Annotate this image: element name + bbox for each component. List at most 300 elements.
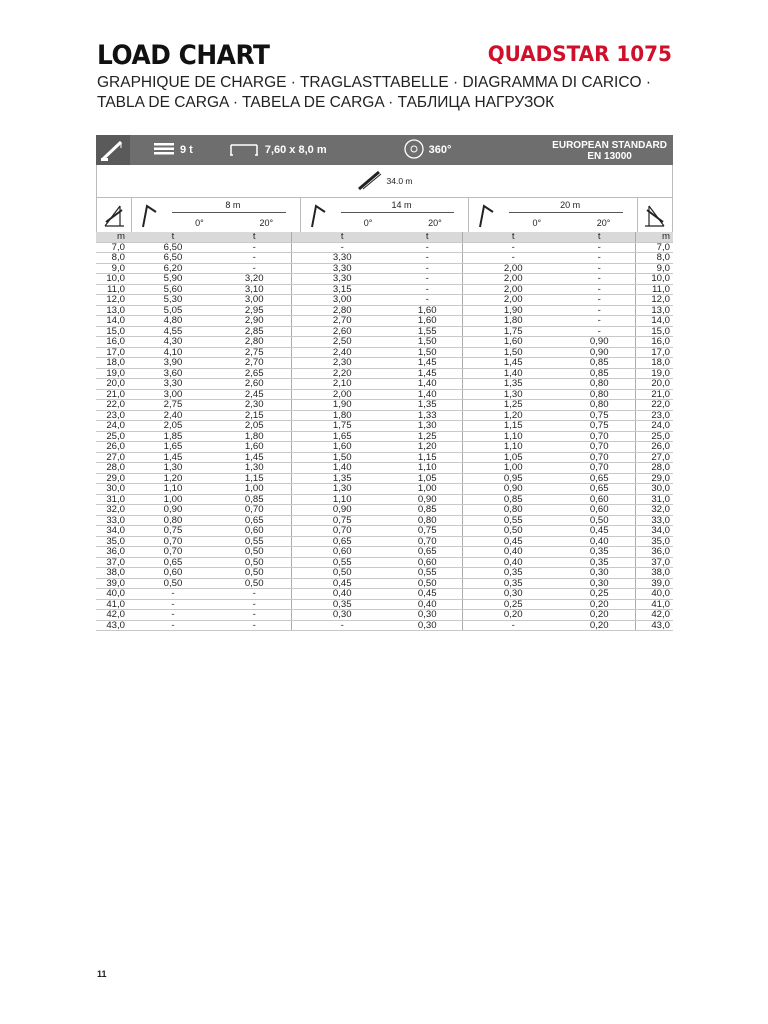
load-cell: 1,90 bbox=[462, 305, 564, 316]
load-cell: 2,00 bbox=[462, 284, 564, 295]
load-cell: 0,60 bbox=[218, 526, 291, 537]
load-cell: 0,70 bbox=[564, 442, 635, 453]
load-cell: - bbox=[393, 263, 462, 274]
load-cell: 1,65 bbox=[128, 442, 218, 453]
load-cell: 0,30 bbox=[564, 568, 635, 579]
load-cell: 0,80 bbox=[128, 515, 218, 526]
load-cell: 0,40 bbox=[291, 589, 393, 600]
load-cell: - bbox=[393, 253, 462, 264]
load-cell: 2,10 bbox=[291, 379, 393, 390]
load-cell: 0,65 bbox=[218, 515, 291, 526]
radius-cell: 31,0 bbox=[635, 494, 673, 505]
radius-cell: 15,0 bbox=[96, 326, 128, 337]
load-cell: 5,60 bbox=[128, 284, 218, 295]
load-cell: 1,65 bbox=[291, 431, 393, 442]
load-cell: 1,00 bbox=[128, 494, 218, 505]
load-cell: 1,80 bbox=[291, 410, 393, 421]
spec-bar bbox=[96, 135, 673, 165]
subtitle-line-1: GRAPHIQUE DE CHARGE · TRAGLASTTABELLE · DIAGRAMMA DI CARICO · bbox=[97, 74, 652, 91]
load-cell: 0,60 bbox=[564, 494, 635, 505]
table-row bbox=[96, 421, 673, 432]
jib-icon bbox=[132, 198, 166, 232]
load-cell: - bbox=[564, 316, 635, 327]
radius-cell: 8,0 bbox=[635, 253, 673, 264]
radius-cell: 7,0 bbox=[635, 242, 673, 253]
load-cell: - bbox=[218, 599, 291, 610]
table-row bbox=[96, 547, 673, 558]
radius-cell: 10,0 bbox=[96, 274, 128, 285]
table-row bbox=[96, 263, 673, 274]
load-cell: 0,95 bbox=[462, 473, 564, 484]
load-cell: 0,70 bbox=[218, 505, 291, 516]
table-row bbox=[96, 379, 673, 390]
table-row bbox=[96, 620, 673, 631]
load-cell: - bbox=[218, 620, 291, 631]
load-cell: - bbox=[128, 599, 218, 610]
standard-line-2: EN 13000 bbox=[587, 151, 632, 162]
load-cell: 2,70 bbox=[218, 358, 291, 369]
radius-cell: 27,0 bbox=[96, 452, 128, 463]
load-cell: 1,45 bbox=[462, 358, 564, 369]
radius-cell: 11,0 bbox=[96, 284, 128, 295]
radius-cell: 10,0 bbox=[635, 274, 673, 285]
load-cell: 6,20 bbox=[128, 263, 218, 274]
load-chart bbox=[96, 135, 673, 631]
radius-cell: 18,0 bbox=[96, 358, 128, 369]
radius-cell: 29,0 bbox=[635, 473, 673, 484]
radius-cell: 41,0 bbox=[635, 599, 673, 610]
load-cell: 2,40 bbox=[128, 410, 218, 421]
load-cell: 0,90 bbox=[393, 494, 462, 505]
load-cell: 1,35 bbox=[462, 379, 564, 390]
radius-cell: 33,0 bbox=[635, 515, 673, 526]
radius-cell: 39,0 bbox=[96, 578, 128, 589]
load-cell: 1,55 bbox=[393, 326, 462, 337]
jib-header bbox=[96, 198, 673, 232]
load-cell: 0,60 bbox=[291, 547, 393, 558]
load-cell: 1,50 bbox=[462, 347, 564, 358]
load-cell: 1,00 bbox=[462, 463, 564, 474]
load-cell: 1,25 bbox=[393, 431, 462, 442]
load-cell: 1,75 bbox=[291, 421, 393, 432]
boom-length-value: 34.0 m bbox=[386, 176, 413, 186]
radius-cell: 16,0 bbox=[96, 337, 128, 348]
radius-cell: 37,0 bbox=[635, 557, 673, 568]
load-cell: 1,10 bbox=[128, 484, 218, 495]
radius-cell: 14,0 bbox=[635, 316, 673, 327]
load-cell: t bbox=[218, 232, 291, 242]
load-cell: 1,40 bbox=[393, 389, 462, 400]
divider bbox=[341, 212, 455, 213]
load-cell: 0,45 bbox=[462, 536, 564, 547]
radius-cell: 35,0 bbox=[635, 536, 673, 547]
table-row bbox=[96, 389, 673, 400]
load-cell: 1,00 bbox=[218, 484, 291, 495]
load-cell: 0,20 bbox=[564, 620, 635, 631]
table-row bbox=[96, 337, 673, 348]
table-row bbox=[96, 568, 673, 579]
radius-cell: 19,0 bbox=[635, 368, 673, 379]
radius-cell: 34,0 bbox=[96, 526, 128, 537]
load-cell: - bbox=[393, 274, 462, 285]
load-cell: 1,30 bbox=[128, 463, 218, 474]
load-cell: 0,50 bbox=[218, 568, 291, 579]
radius-cell: m bbox=[96, 232, 128, 242]
load-cell: - bbox=[393, 284, 462, 295]
load-cell: 1,30 bbox=[218, 463, 291, 474]
load-cell: - bbox=[218, 263, 291, 274]
load-cell: 0,70 bbox=[291, 526, 393, 537]
load-cell: 3,90 bbox=[128, 358, 218, 369]
load-cell: 1,10 bbox=[291, 494, 393, 505]
load-cell: 0,50 bbox=[393, 578, 462, 589]
load-cell: 1,30 bbox=[462, 389, 564, 400]
radius-cell: 40,0 bbox=[635, 589, 673, 600]
radius-cell: 20,0 bbox=[96, 379, 128, 390]
load-cell: 0,35 bbox=[462, 578, 564, 589]
load-cell: 0,75 bbox=[564, 410, 635, 421]
table-row bbox=[96, 557, 673, 568]
radius-cell: 40,0 bbox=[96, 589, 128, 600]
radius-cell: 19,0 bbox=[96, 368, 128, 379]
load-cell: - bbox=[218, 242, 291, 253]
jib-length: 8 m bbox=[225, 200, 241, 210]
radius-cell: 22,0 bbox=[96, 400, 128, 411]
load-cell: 1,15 bbox=[218, 473, 291, 484]
radius-cell: m bbox=[635, 232, 673, 242]
load-cell: 1,00 bbox=[393, 484, 462, 495]
load-cell: 0,20 bbox=[462, 610, 564, 621]
table-row bbox=[96, 316, 673, 327]
table-row bbox=[96, 410, 673, 421]
load-cell: 2,40 bbox=[291, 347, 393, 358]
table-row bbox=[96, 536, 673, 547]
load-cell: 0,30 bbox=[564, 578, 635, 589]
load-cell: 3,15 bbox=[291, 284, 393, 295]
load-cell: 2,50 bbox=[291, 337, 393, 348]
radius-cell: 8,0 bbox=[96, 253, 128, 264]
jib-length: 20 m bbox=[560, 200, 581, 210]
load-cell: 2,75 bbox=[128, 400, 218, 411]
load-cell: 1,45 bbox=[393, 368, 462, 379]
load-cell: 2,70 bbox=[291, 316, 393, 327]
load-cell: - bbox=[564, 242, 635, 253]
slew-value: 360° bbox=[428, 144, 452, 156]
radius-cell: 24,0 bbox=[96, 421, 128, 432]
load-cell: 1,35 bbox=[393, 400, 462, 411]
jib-angle: 20° bbox=[428, 218, 442, 228]
load-cell: - bbox=[564, 295, 635, 306]
load-cell: 2,00 bbox=[462, 263, 564, 274]
load-cell: 0,50 bbox=[291, 568, 393, 579]
load-cell: 0,25 bbox=[564, 589, 635, 600]
load-cell: 0,85 bbox=[218, 494, 291, 505]
radius-cell: 42,0 bbox=[635, 610, 673, 621]
radius-cell: 21,0 bbox=[96, 389, 128, 400]
outrigger-icon bbox=[229, 142, 259, 159]
load-cell: t bbox=[462, 232, 564, 242]
load-cell: 1,33 bbox=[393, 410, 462, 421]
table-row bbox=[96, 484, 673, 495]
table-row bbox=[96, 274, 673, 285]
radius-cell: 25,0 bbox=[635, 431, 673, 442]
load-cell: 0,45 bbox=[393, 589, 462, 600]
load-cell: 0,65 bbox=[291, 536, 393, 547]
load-cell: 0,40 bbox=[462, 547, 564, 558]
load-cell: 0,40 bbox=[564, 536, 635, 547]
load-cell: 4,80 bbox=[128, 316, 218, 327]
table-row bbox=[96, 253, 673, 264]
load-cell: 2,60 bbox=[291, 326, 393, 337]
load-cell: 1,60 bbox=[462, 337, 564, 348]
load-cell: 2,15 bbox=[218, 410, 291, 421]
load-cell: 3,00 bbox=[128, 389, 218, 400]
load-cell: 2,80 bbox=[218, 337, 291, 348]
load-cell: 1,15 bbox=[462, 421, 564, 432]
load-cell: 0,50 bbox=[218, 547, 291, 558]
table-row bbox=[96, 599, 673, 610]
outreach-right-icon bbox=[637, 198, 672, 232]
load-cell: 0,80 bbox=[564, 400, 635, 411]
table-row bbox=[96, 368, 673, 379]
load-cell: - bbox=[218, 253, 291, 264]
radius-cell: 30,0 bbox=[96, 484, 128, 495]
load-cell: 0,85 bbox=[564, 368, 635, 379]
load-cell: - bbox=[291, 620, 393, 631]
divider bbox=[172, 212, 286, 213]
load-cell: 0,65 bbox=[393, 547, 462, 558]
load-cell: t bbox=[291, 232, 393, 242]
radius-cell: 26,0 bbox=[635, 442, 673, 453]
table-row bbox=[96, 463, 673, 474]
divider bbox=[509, 212, 623, 213]
load-cell: 0,55 bbox=[218, 536, 291, 547]
load-cell: - bbox=[564, 263, 635, 274]
radius-cell: 38,0 bbox=[96, 568, 128, 579]
load-cell: 1,40 bbox=[462, 368, 564, 379]
radius-cell: 11,0 bbox=[635, 284, 673, 295]
load-cell: 0,60 bbox=[564, 505, 635, 516]
radius-cell: 30,0 bbox=[635, 484, 673, 495]
load-cell: - bbox=[218, 610, 291, 621]
load-cell: 2,85 bbox=[218, 326, 291, 337]
radius-cell: 15,0 bbox=[635, 326, 673, 337]
load-cell: - bbox=[564, 326, 635, 337]
load-cell: 2,65 bbox=[218, 368, 291, 379]
load-cell: 3,30 bbox=[128, 379, 218, 390]
load-cell: - bbox=[128, 610, 218, 621]
load-cell: 2,30 bbox=[291, 358, 393, 369]
load-cell: - bbox=[393, 295, 462, 306]
radius-cell: 9,0 bbox=[96, 263, 128, 274]
load-cell: 2,05 bbox=[218, 421, 291, 432]
radius-cell: 21,0 bbox=[635, 389, 673, 400]
load-cell: 0,40 bbox=[462, 557, 564, 568]
table-row bbox=[96, 431, 673, 442]
jib-angle: 0° bbox=[532, 218, 542, 228]
table-row bbox=[96, 452, 673, 463]
load-cell: 0,90 bbox=[462, 484, 564, 495]
subtitle-line-2: TABLA DE CARGA · TABELA DE CARGA · ТАБЛИЦА НАГРУЗОК bbox=[97, 94, 555, 111]
table-row bbox=[96, 526, 673, 537]
load-cell: 3,00 bbox=[291, 295, 393, 306]
load-cell: 1,05 bbox=[393, 473, 462, 484]
table-row bbox=[96, 578, 673, 589]
load-cell: 1,15 bbox=[393, 452, 462, 463]
radius-cell: 26,0 bbox=[96, 442, 128, 453]
radius-cell: 35,0 bbox=[96, 536, 128, 547]
load-cell: 1,45 bbox=[393, 358, 462, 369]
load-cell: 1,30 bbox=[393, 421, 462, 432]
load-cell: 0,45 bbox=[291, 578, 393, 589]
load-cell: 0,75 bbox=[564, 421, 635, 432]
table-row bbox=[96, 358, 673, 369]
load-cell: 0,20 bbox=[564, 599, 635, 610]
load-cell: 1,05 bbox=[462, 452, 564, 463]
load-cell: 1,60 bbox=[393, 305, 462, 316]
load-cell: 0,20 bbox=[564, 610, 635, 621]
outrigger-base-value: 7,60 x 8,0 m bbox=[264, 144, 327, 156]
load-cell: 2,30 bbox=[218, 400, 291, 411]
load-cell: 0,90 bbox=[291, 505, 393, 516]
load-cell: 6,50 bbox=[128, 242, 218, 253]
load-cell: 2,80 bbox=[291, 305, 393, 316]
radius-cell: 32,0 bbox=[635, 505, 673, 516]
load-cell: 3,30 bbox=[291, 253, 393, 264]
load-cell: 0,60 bbox=[128, 568, 218, 579]
load-cell: 0,70 bbox=[128, 547, 218, 558]
load-cell: t bbox=[564, 232, 635, 242]
load-cell: - bbox=[564, 305, 635, 316]
radius-cell: 43,0 bbox=[96, 620, 128, 631]
load-cell: 0,65 bbox=[564, 473, 635, 484]
load-cell: 1,60 bbox=[291, 442, 393, 453]
jib-group-8m bbox=[131, 198, 300, 232]
load-cell: 5,90 bbox=[128, 274, 218, 285]
radius-cell: 13,0 bbox=[635, 305, 673, 316]
standard-label bbox=[552, 140, 667, 162]
radius-cell: 37,0 bbox=[96, 557, 128, 568]
load-cell: 0,90 bbox=[128, 505, 218, 516]
jib-icon bbox=[469, 198, 503, 232]
load-cell: 0,35 bbox=[564, 557, 635, 568]
load-cell: 0,55 bbox=[393, 568, 462, 579]
load-cell: 0,30 bbox=[291, 610, 393, 621]
load-cell: 3,60 bbox=[128, 368, 218, 379]
load-cell: 0,70 bbox=[564, 431, 635, 442]
load-cell: 1,75 bbox=[462, 326, 564, 337]
load-cell: - bbox=[128, 620, 218, 631]
table-row bbox=[96, 326, 673, 337]
units-row bbox=[96, 232, 673, 242]
load-cell: 4,30 bbox=[128, 337, 218, 348]
load-cell: 0,60 bbox=[393, 557, 462, 568]
load-cell: - bbox=[462, 253, 564, 264]
radius-cell: 39,0 bbox=[635, 578, 673, 589]
load-cell: 3,30 bbox=[291, 263, 393, 274]
load-cell: 1,30 bbox=[291, 484, 393, 495]
load-cell: 1,60 bbox=[393, 316, 462, 327]
radius-cell: 25,0 bbox=[96, 431, 128, 442]
load-cell: 1,25 bbox=[462, 400, 564, 411]
radius-cell: 32,0 bbox=[96, 505, 128, 516]
load-cell: 0,50 bbox=[462, 526, 564, 537]
load-cell: 1,85 bbox=[128, 431, 218, 442]
load-cell: 0,65 bbox=[564, 484, 635, 495]
radius-cell: 24,0 bbox=[635, 421, 673, 432]
load-cell: 0,50 bbox=[564, 515, 635, 526]
load-cell: 1,10 bbox=[462, 431, 564, 442]
radius-cell: 28,0 bbox=[96, 463, 128, 474]
load-cell: - bbox=[128, 589, 218, 600]
load-cell: 2,20 bbox=[291, 368, 393, 379]
load-cell: 1,50 bbox=[393, 337, 462, 348]
table-row bbox=[96, 610, 673, 621]
jib-length: 14 m bbox=[391, 200, 412, 210]
load-cell: 0,30 bbox=[393, 610, 462, 621]
load-cell: 0,85 bbox=[462, 494, 564, 505]
load-cell: 0,40 bbox=[393, 599, 462, 610]
counterweight-value: 9 t bbox=[180, 144, 193, 156]
radius-cell: 34,0 bbox=[635, 526, 673, 537]
load-cell: 0,35 bbox=[564, 547, 635, 558]
radius-cell: 17,0 bbox=[635, 347, 673, 358]
load-cell: 0,30 bbox=[393, 620, 462, 631]
load-cell: 1,20 bbox=[128, 473, 218, 484]
radius-cell: 12,0 bbox=[96, 295, 128, 306]
load-cell: 2,05 bbox=[128, 421, 218, 432]
table-row bbox=[96, 295, 673, 306]
load-cell: 2,95 bbox=[218, 305, 291, 316]
table-row bbox=[96, 473, 673, 484]
load-cell: 0,85 bbox=[564, 358, 635, 369]
load-cell: 1,45 bbox=[218, 452, 291, 463]
load-cell: 5,05 bbox=[128, 305, 218, 316]
table-row bbox=[96, 515, 673, 526]
subtitle bbox=[97, 73, 677, 113]
load-cell: - bbox=[462, 242, 564, 253]
load-cell: 3,30 bbox=[291, 274, 393, 285]
page-number: 11 bbox=[97, 969, 107, 979]
radius-cell: 23,0 bbox=[96, 410, 128, 421]
load-cell: - bbox=[462, 620, 564, 631]
page-title: LOAD CHART bbox=[97, 40, 270, 71]
load-cell: 0,45 bbox=[564, 526, 635, 537]
load-cell: t bbox=[393, 232, 462, 242]
load-cell: 1,40 bbox=[393, 379, 462, 390]
load-cell: 5,30 bbox=[128, 295, 218, 306]
load-cell: 0,80 bbox=[564, 389, 635, 400]
load-cell: 0,90 bbox=[564, 347, 635, 358]
radius-cell: 23,0 bbox=[635, 410, 673, 421]
load-cell: 1,60 bbox=[218, 442, 291, 453]
standard-line-1: EUROPEAN STANDARD bbox=[552, 140, 667, 151]
load-cell: 0,55 bbox=[291, 557, 393, 568]
load-cell: 2,45 bbox=[218, 389, 291, 400]
load-cell: 1,35 bbox=[291, 473, 393, 484]
table-row bbox=[96, 284, 673, 295]
load-cell: 0,35 bbox=[291, 599, 393, 610]
radius-cell: 14,0 bbox=[96, 316, 128, 327]
load-cell: 0,80 bbox=[462, 505, 564, 516]
load-cell: - bbox=[393, 242, 462, 253]
jib-angle: 0° bbox=[195, 218, 204, 228]
load-cell: 0,70 bbox=[393, 536, 462, 547]
load-cell: 0,70 bbox=[128, 536, 218, 547]
radius-cell: 33,0 bbox=[96, 515, 128, 526]
slew-rotation-icon bbox=[403, 138, 425, 163]
load-cell: - bbox=[218, 589, 291, 600]
